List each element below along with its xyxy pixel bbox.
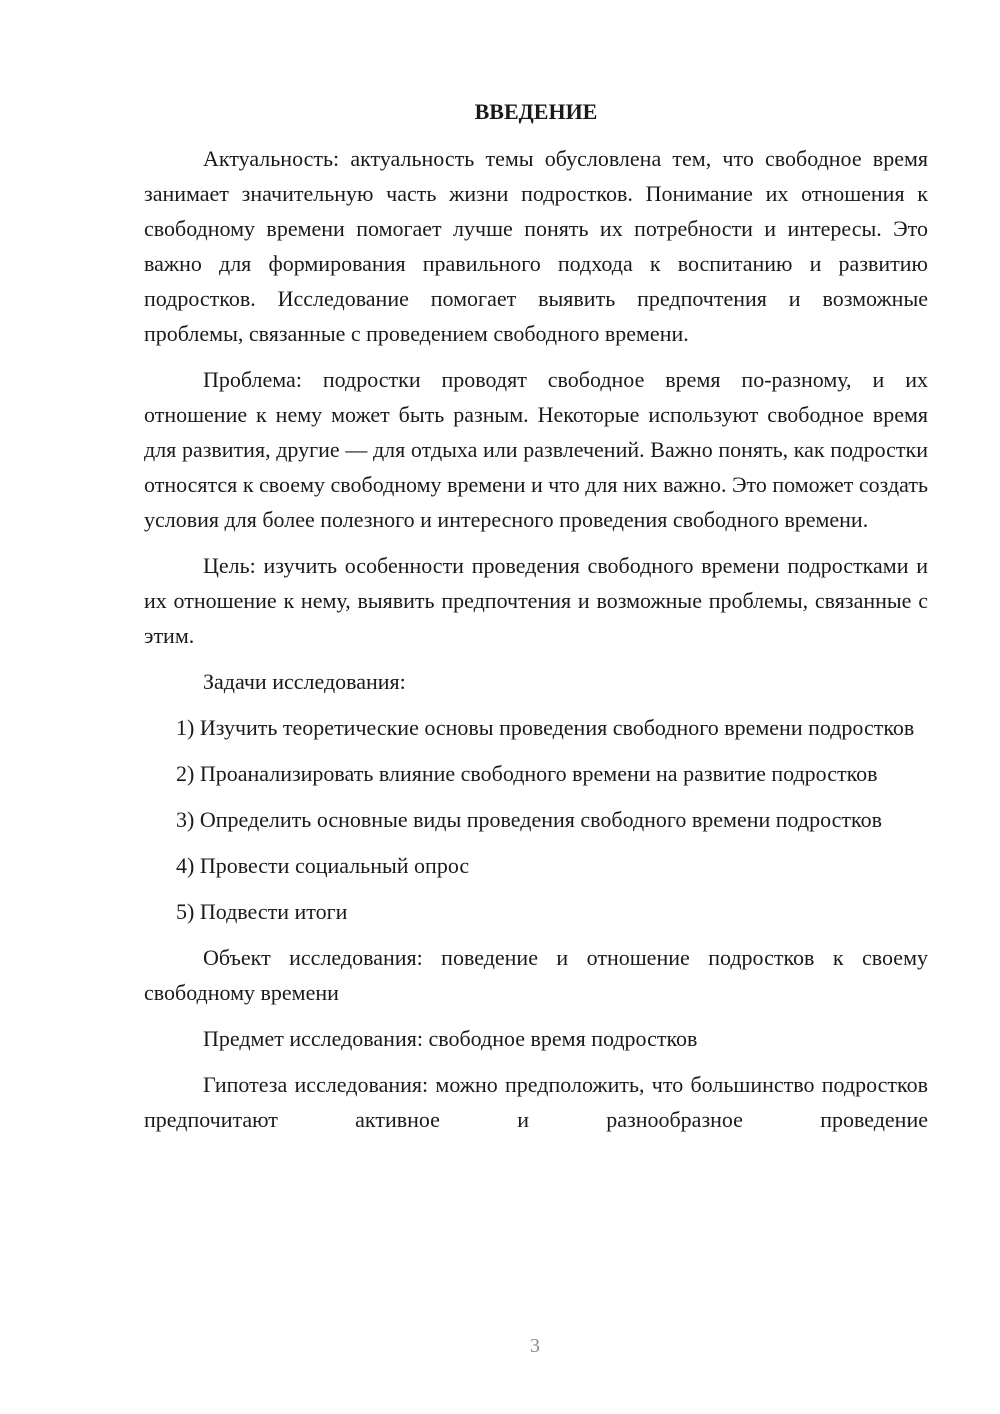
task-item-1: 1) Изучить теоретические основы проведения свободного времени подростков xyxy=(176,715,915,740)
page-number: 3 xyxy=(530,1335,540,1357)
subject-paragraph: Предмет исследования: свободное время подростков xyxy=(203,1026,698,1051)
document-body xyxy=(144,94,928,1148)
goal-paragraph: Цель: изучить особенности проведения свободного времени подростками и их отношение к нему, выявить предпочтения и возможные проблемы, связанные с этим. xyxy=(144,553,928,648)
hypothesis-paragraph: Гипотеза исследования: можно предположить, что большинство подростков предпочитают активное и разнообразное проведение xyxy=(144,1072,928,1132)
task-item-5: 5) Подвести итоги xyxy=(176,899,348,924)
task-item-3: 3) Определить основные виды проведения свободного времени подростков xyxy=(176,807,882,832)
tasks-heading: Задачи исследования: xyxy=(203,669,406,694)
task-item-4: 4) Провести социальный опрос xyxy=(176,853,470,878)
section-heading: ВВЕДЕНИЕ xyxy=(474,99,598,124)
problem-paragraph: Проблема: подростки проводят свободное время по-разному, и их отношение к нему может быть разным. Некоторые используют свободное время для развития, другие — для отдыха или развлечений. Важно понять, как подростки относятся к своему свободному времени и что для них важно. Это поможет создать условия для более полезного и интересного проведения свободного времени. xyxy=(144,367,928,532)
task-item-2: 2) Проанализировать влияние свободного времени на развитие подростков xyxy=(176,761,878,786)
object-paragraph: Объект исследования: поведение и отношение подростков к своему свободному времени xyxy=(144,945,928,1005)
relevance-paragraph: Актуальность: актуальность темы обусловлена тем, что свободное время занимает значительную часть жизни подростков. Понимание их отношения к свободному времени помогает лучше понять их потребности и интересы. Это важно для формирования правильного подхода к воспитанию и развитию подростков. Исследование помогает выявить предпочтения и возможные проблемы, связанные с проведением свободного времени. xyxy=(144,146,928,346)
